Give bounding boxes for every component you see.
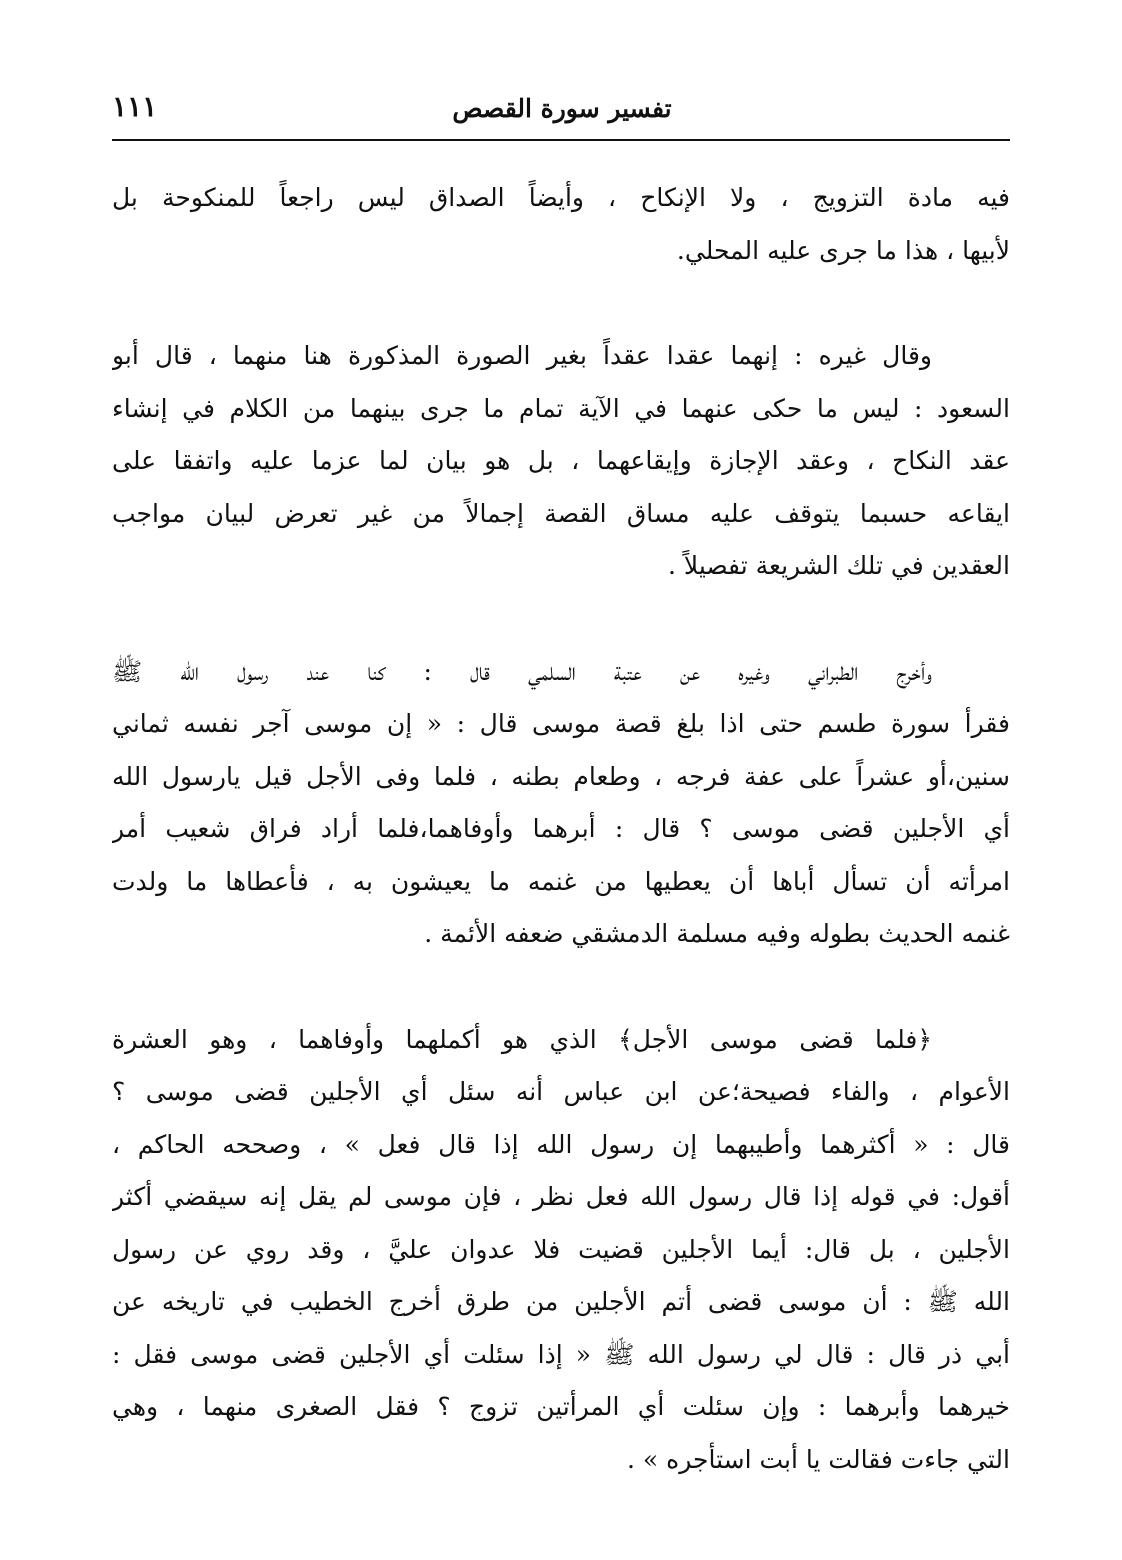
- text-line: فيه مادة التزويج ، ولا الإنكاح ، وأيضاً الصداق ليس راجعاً للمنكوحة بل: [112, 183, 1010, 212]
- text-line: امرأته أن تسأل أباها أن يعطيها من غنمه ما يعيشون به ، فأعطاها ما ولدت: [112, 866, 1010, 896]
- header-rule: [112, 139, 1010, 141]
- text-line: سنين،أو عشراً على عفة فرجه ، وطعام بطنه ، فلما وفى الأجل قيل يارسول الله: [112, 761, 1010, 791]
- text-line: التي جاءت فقالت يا أبت استأجره » .: [627, 1444, 1010, 1474]
- text-line: الأعوام ، والفاء فصيحة؛عن ابن عباس أنه سئل أي الأجلين قضى موسى ؟: [112, 1077, 1010, 1106]
- text-line: وأخرج الطبراني وغيره عن عتبة السلمي قال : كنا عند رسول الله ﷺ: [112, 656, 932, 686]
- paragraph: [112, 1014, 1010, 1487]
- page-header: [112, 90, 1012, 136]
- text-line: خيرهما وأبرهما : وإن سئلت أي المرأتين تزوج ؟ فقل الصغرى منهما ، وهي: [112, 1392, 1010, 1421]
- text-line: فقرأ سورة طسم حتى اذا بلغ قصة موسى قال : « إن موسى آجر نفسه ثماني: [112, 709, 1010, 738]
- paragraph: [112, 330, 1010, 593]
- text-line: الله ﷺ : أن موسى قضى أتم الأجلين من طرق أخرج الخطيب في تاريخه عن: [112, 1287, 1010, 1316]
- text-line: ايقاعه حسبما يتوقف عليه مساق القصة إجمالاً من غير تعرض لبيان مواجب: [112, 498, 1010, 528]
- text-line: ﴿فلما قضى موسى الأجل﴾ الذي هو أكملهما وأوفاهما ، وهو العشرة: [112, 1024, 932, 1054]
- text-line: قال : « أكثرهما وأطيبهما إن رسول الله إذا قال فعل » ، وصححه الحاكم ،: [112, 1129, 1010, 1159]
- paragraph: [112, 646, 1010, 961]
- paragraph: [112, 172, 1010, 277]
- text-line: السعود : ليس ما حكى عنهما في الآية تمام ما جرى بينهما من الكلام في إنشاء: [112, 393, 1010, 423]
- paragraph-gap: [112, 593, 1010, 646]
- paragraph-gap: [112, 961, 1010, 1014]
- text-line: أي الأجلين قضى موسى ؟ قال : أبرهما وأوفاهما،فلما أراد فراق شعيب أمر: [112, 814, 1010, 843]
- text-line: غنمه الحديث بطوله وفيه مسلمة الدمشقي ضعفه الأئمة .: [424, 919, 1010, 948]
- paragraph-gap: [112, 277, 1010, 330]
- text-line: وقال غيره : إنهما عقدا عقداً بغير الصورة المذكورة هنا منهما ، قال أبو: [112, 341, 932, 370]
- page-number: ١١١: [112, 90, 158, 123]
- page-body: [112, 172, 1010, 1486]
- text-line: لأبيها ، هذا ما جرى عليه المحلي.: [676, 235, 1010, 265]
- text-line: أقول: في قوله إذا قال رسول الله فعل نظر ، فإن موسى لم يقل إنه سيقضي أكثر: [112, 1182, 1010, 1211]
- text-line: الأجلين ، بل قال: أيما الأجلين قضيت فلا عدوان عليَّ ، وقد روي عن رسول: [112, 1234, 1010, 1264]
- text-line: أبي ذر قال : قال لي رسول الله ﷺ « إذا سئلت أي الأجلين قضى موسى فقل :: [112, 1339, 1010, 1369]
- running-title: تفسير سورة القصص: [452, 94, 672, 123]
- text-line: عقد النكاح ، وعقد الإجازة وإيقاعهما ، بل هو بيان لما عزما عليه واتفقا على: [112, 446, 1010, 475]
- text-line: العقدين في تلك الشريعة تفصيلاً .: [668, 551, 1010, 580]
